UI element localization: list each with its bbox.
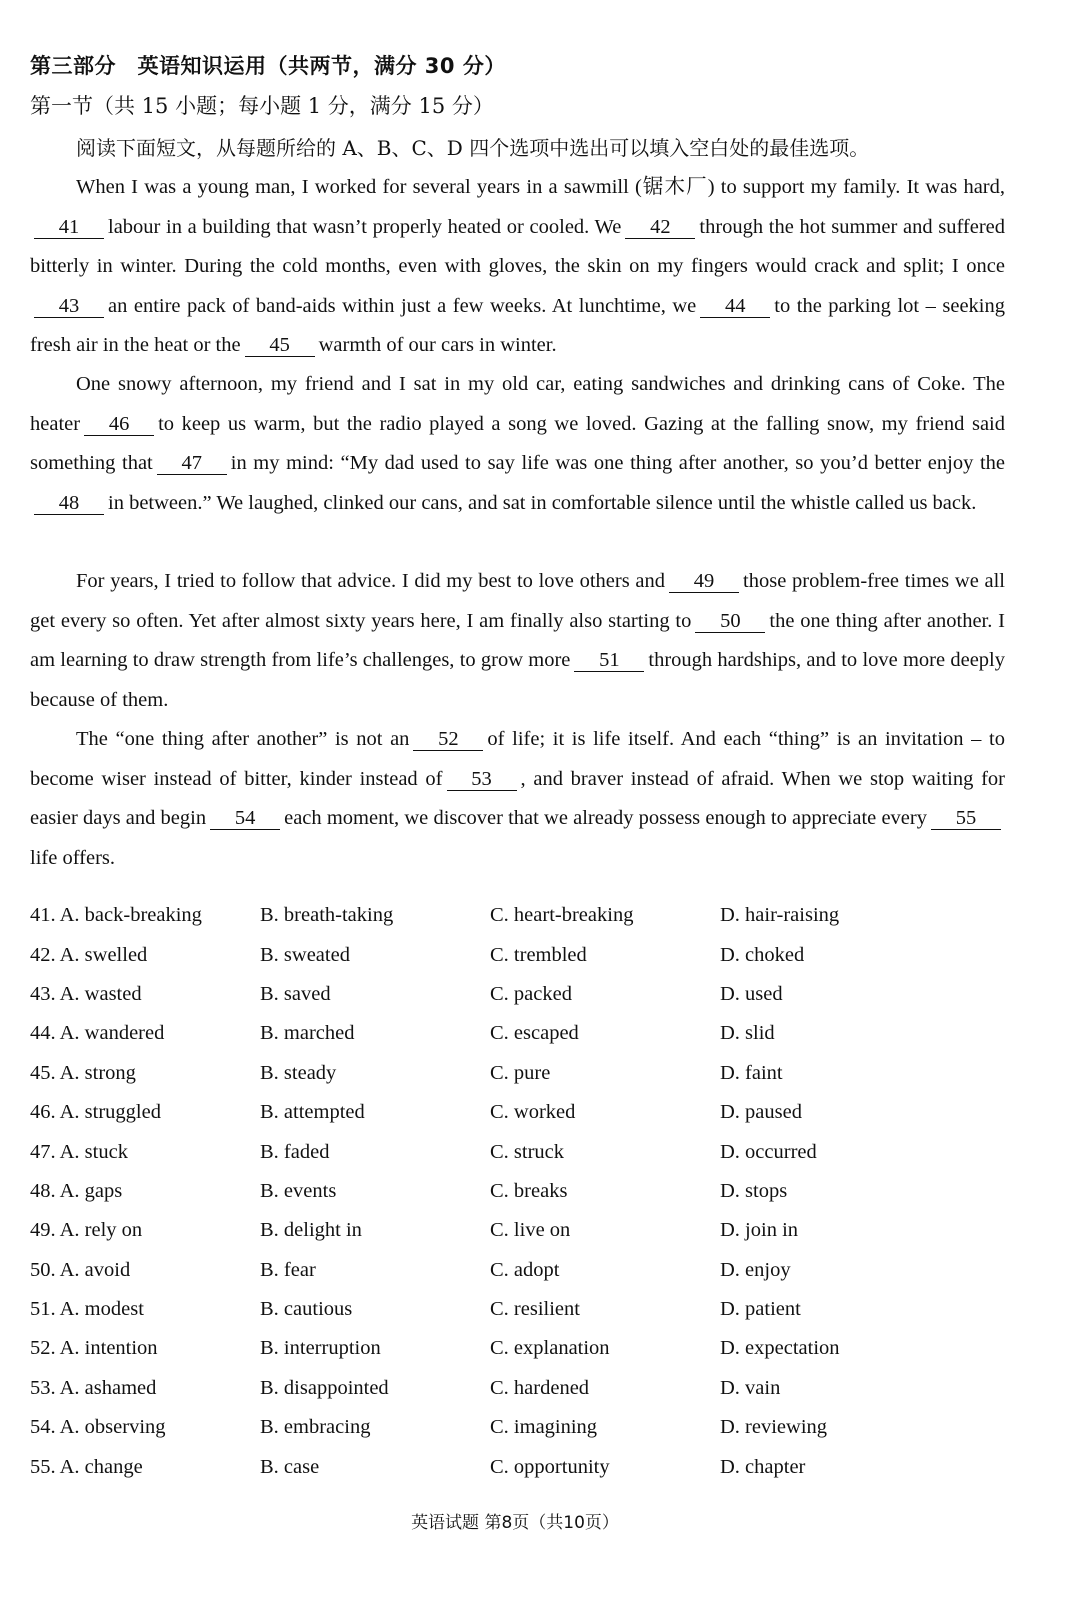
option-a: 42. A. swelled xyxy=(30,943,148,966)
passage-text: For years, I tried to follow that advice. I did my best to love others and xyxy=(76,570,666,592)
blank-41: 41 xyxy=(34,216,104,239)
option-b: B. embracing xyxy=(260,1416,371,1439)
passage-text: warmth of our cars in winter. xyxy=(318,334,557,356)
option-c: C. resilient xyxy=(490,1298,580,1321)
option-d: D. vain xyxy=(720,1376,781,1399)
option-b: B. sweated xyxy=(260,943,350,966)
option-c: C. pure xyxy=(490,1061,551,1084)
passage-text: through hardships, and to love more deeply because of them. xyxy=(30,649,1006,711)
blank-49: 49 xyxy=(669,570,739,593)
option-a: 52. A. intention xyxy=(30,1337,158,1360)
option-c: C. escaped xyxy=(490,1022,579,1045)
option-b: B. saved xyxy=(260,982,331,1005)
option-b: B. faded xyxy=(260,1140,330,1163)
option-c: C. packed xyxy=(490,982,572,1005)
option-d: D. join in xyxy=(720,1219,799,1242)
option-d: D. paused xyxy=(720,1101,802,1124)
option-c: C. live on xyxy=(490,1219,571,1242)
option-row xyxy=(30,1172,1030,1211)
passage-text: in my mind: “My dad used to say life was one thing after another, so you’d better enjoy the xyxy=(230,452,1005,474)
option-row xyxy=(30,935,1030,974)
option-c: C. imagining xyxy=(490,1416,598,1439)
option-d: D. used xyxy=(720,982,783,1005)
blank-42: 42 xyxy=(625,216,695,239)
option-a: 45. A. strong xyxy=(30,1061,136,1084)
option-c: C. adopt xyxy=(490,1258,560,1281)
option-d: D. chapter xyxy=(720,1455,806,1478)
option-row xyxy=(30,1014,1030,1053)
option-row xyxy=(30,975,1030,1014)
option-a: 47. A. stuck xyxy=(30,1140,128,1163)
instruction-text: 阅读下面短文，从每题所给的 A、B、C、D 四个选项中选出可以填入空白处的最佳选项。 xyxy=(76,136,870,160)
option-b: B. breath-taking xyxy=(260,904,394,927)
option-c: C. explanation xyxy=(490,1337,610,1360)
passage-paragraph-1 xyxy=(30,168,1005,366)
option-c: C. hardened xyxy=(490,1376,590,1399)
option-a: 46. A. struggled xyxy=(30,1101,161,1124)
blank-44: 44 xyxy=(700,295,770,318)
blank-47: 47 xyxy=(157,452,227,475)
passage-text: , and braver instead of afraid. When we stop waiting for easier days and begin xyxy=(30,767,1006,829)
option-b: B. steady xyxy=(260,1061,337,1084)
option-row xyxy=(30,1290,1030,1329)
option-d: D. enjoy xyxy=(720,1258,791,1281)
option-a: 43. A. wasted xyxy=(30,982,142,1005)
blank-54: 54 xyxy=(210,807,280,830)
option-a: 51. A. modest xyxy=(30,1298,144,1321)
option-a: 44. A. wandered xyxy=(30,1022,165,1045)
passage-text: The “one thing after another” is not an xyxy=(76,728,410,750)
passage-text: labour in a building that wasn’t properly heated or cooled. We xyxy=(108,215,622,238)
passage-paragraph-2 xyxy=(30,365,1005,523)
section-title: 第三部分 英语知识运用（共两节，满分 30 分） xyxy=(30,54,506,78)
option-d: D. occurred xyxy=(720,1140,817,1163)
passage-text: to keep us warm, but the radio played a song we loved. Gazing at the falling snow, my friend said something that xyxy=(30,412,1005,474)
passage-text: life offers. xyxy=(30,846,116,869)
option-row xyxy=(30,1211,1030,1250)
option-d: D. expectation xyxy=(720,1337,840,1360)
blank-55: 55 xyxy=(931,807,1001,830)
passage-text: those problem-free times we all get every so often. Yet after almost sixty years here, I am finally also starting to xyxy=(30,570,1005,632)
option-row xyxy=(30,1093,1030,1132)
blank-48: 48 xyxy=(34,492,104,515)
blank-45: 45 xyxy=(245,334,315,357)
option-a: 41. A. back-breaking xyxy=(30,904,202,927)
passage-text: each moment, we discover that we already possess enough to appreciate every xyxy=(284,807,927,829)
blank-53: 53 xyxy=(447,768,517,791)
option-b: B. marched xyxy=(260,1022,355,1045)
option-row xyxy=(30,1369,1030,1408)
option-b: B. case xyxy=(260,1455,320,1478)
option-b: B. disappointed xyxy=(260,1376,389,1399)
passage-text: in between.” We laughed, clinked our cans, and sat in comfortable silence until the whistle called us back. xyxy=(108,491,977,514)
option-a: 54. A. observing xyxy=(30,1416,166,1439)
passage-text: of life; it is life itself. And each “thing” is an invitation – to become wiser instead of bitter, kinder instead of xyxy=(30,728,1005,790)
option-d: D. patient xyxy=(720,1298,801,1321)
passage-text: to the parking lot – seeking fresh air in the heat or the xyxy=(30,294,1005,356)
blank-46: 46 xyxy=(84,413,154,436)
option-c: C. breaks xyxy=(490,1179,568,1202)
blank-43: 43 xyxy=(34,295,104,318)
passage-text: an entire pack of band-aids within just a few weeks. At lunchtime, we xyxy=(108,294,697,317)
page-footer: 英语试题 第8页（共10页） xyxy=(411,1513,619,1533)
option-d: D. hair-raising xyxy=(720,904,840,927)
passage-paragraph-4 xyxy=(30,720,1005,878)
answer-options xyxy=(30,896,1030,1487)
subsection-title: 第一节（共 15 小题；每小题 1 分，满分 15 分） xyxy=(30,94,494,118)
option-b: B. attempted xyxy=(260,1101,365,1124)
passage-text: When I was a young man, I worked for several years in a sawmill (锯木厂) to support my family. It was hard, xyxy=(76,176,1005,198)
option-c: C. worked xyxy=(490,1101,576,1124)
blank-51: 51 xyxy=(574,649,644,672)
option-b: B. fear xyxy=(260,1258,316,1281)
option-row xyxy=(30,1054,1030,1093)
option-a: 53. A. ashamed xyxy=(30,1376,157,1399)
option-row xyxy=(30,1329,1030,1368)
option-b: B. interruption xyxy=(260,1337,381,1360)
option-b: B. cautious xyxy=(260,1298,353,1321)
option-d: D. reviewing xyxy=(720,1416,828,1439)
passage-text: the one thing after another. I am learning to draw strength from life’s challenges, to grow more xyxy=(30,609,1006,671)
option-a: 49. A. rely on xyxy=(30,1219,143,1242)
option-c: C. trembled xyxy=(490,943,587,966)
option-a: 48. A. gaps xyxy=(30,1179,123,1202)
option-d: D. slid xyxy=(720,1022,775,1045)
option-d: D. choked xyxy=(720,943,805,966)
option-b: B. events xyxy=(260,1179,337,1202)
option-row xyxy=(30,1447,1030,1486)
passage-paragraph-3 xyxy=(30,562,1005,720)
option-row xyxy=(30,1251,1030,1290)
option-a: 50. A. avoid xyxy=(30,1258,131,1281)
blank-50: 50 xyxy=(695,610,765,633)
option-a: 55. A. change xyxy=(30,1455,143,1478)
option-row xyxy=(30,896,1030,935)
passage-text: One snowy afternoon, my friend and I sat in my old car, eating sandwiches and drinking cans of Coke. The heater xyxy=(30,373,1005,435)
option-c: C. struck xyxy=(490,1140,565,1163)
option-d: D. faint xyxy=(720,1061,783,1084)
option-c: C. heart-breaking xyxy=(490,904,634,927)
passage-text: through the hot summer and suffered bitterly in winter. During the cold months, even with gloves, the skin on my fingers would crack and split; I once xyxy=(30,215,1005,277)
blank-52: 52 xyxy=(413,728,483,751)
option-d: D. stops xyxy=(720,1179,788,1202)
option-row xyxy=(30,1132,1030,1171)
option-b: B. delight in xyxy=(260,1219,362,1242)
option-c: C. opportunity xyxy=(490,1455,610,1478)
option-row xyxy=(30,1408,1030,1447)
